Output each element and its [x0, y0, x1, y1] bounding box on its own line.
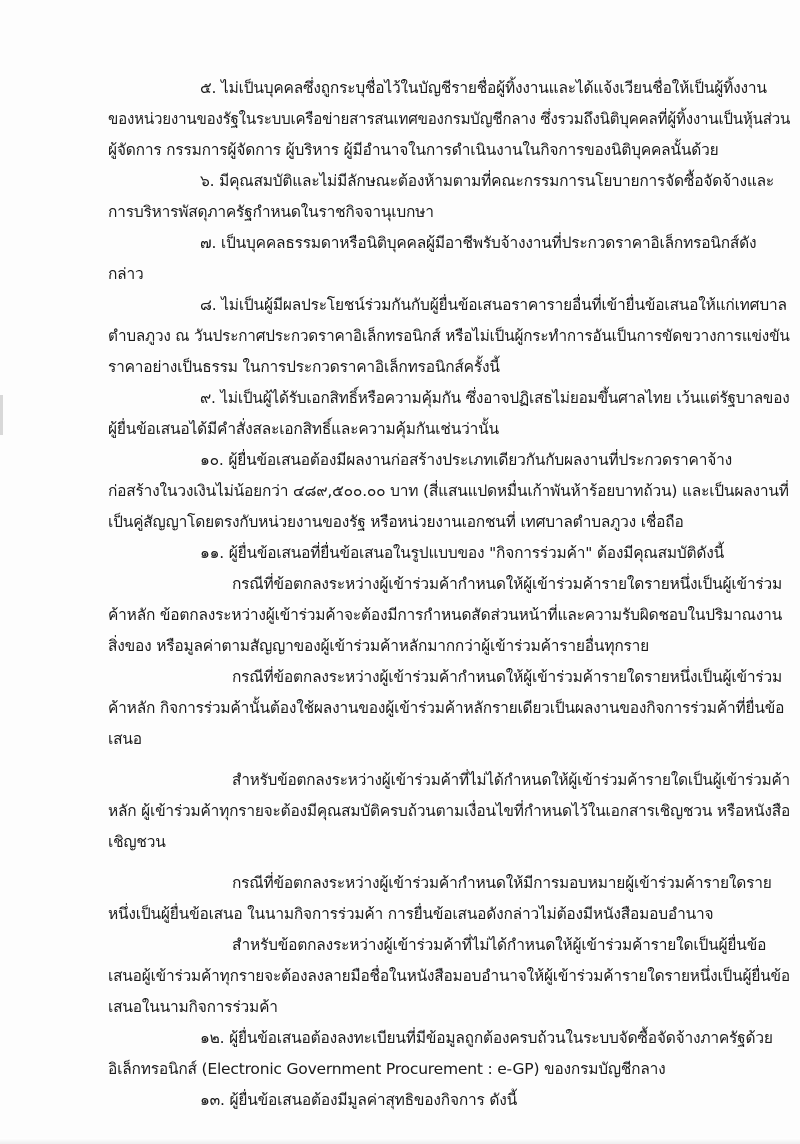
text-line: ค้าหลัก ข้อตกลงระหว่างผู้เข้าร่วมค้าจะต้องมีการกำหนดสัดส่วนหน้าที่และความรับผิดชอบในปริมาณงาน: [108, 606, 783, 624]
text-line: ๑๐. ผู้ยื่นข้อเสนอต้องมีผลงานก่อสร้างประเภทเดียวกันกับผลงานที่ประกวดราคาจ้าง: [200, 451, 732, 469]
text-line: เสนอผู้เข้าร่วมค้าทุกรายจะต้องลงลายมือชื่อในหนังสือมอบอำนาจให้ผู้เข้าร่วมค้ารายใดรายหนึ่งเป็นผู้ยื่นข้อ: [108, 967, 790, 985]
text-line: ๘. ไม่เป็นผู้มีผลประโยชน์ร่วมกันกับผู้ยื่นข้อเสนอราคารายอื่นที่เข้ายื่นข้อเสนอให้แก่เทศบาล: [200, 296, 787, 314]
text-line: ๗. เป็นบุคคลธรรมดาหรือนิติบุคคลผู้มีอาชีพรับจ้างงานที่ประกวดราคาอิเล็กทรอนิกส์ดัง: [200, 234, 757, 252]
text-line: หนึ่งเป็นผู้ยื่นข้อเสนอ ในนามกิจการร่วมค้า การยื่นข้อเสนอดังกล่าวไม่ต้องมีหนังสือมอบอำนาจ: [108, 905, 714, 923]
text-line: ผู้ยื่นข้อเสนอได้มีคำสั่งสละเอกสิทธิ์และความคุ้มกันเช่นว่านั้น: [108, 420, 499, 438]
text-line: การบริหารพัสดุภาครัฐกำหนดในราชกิจจานุเบกษา: [108, 203, 434, 221]
scan-edge-mark: [0, 395, 3, 435]
text-line: ๑๓. ผู้ยื่นข้อเสนอต้องมีมูลค่าสุทธิของกิจการ ดังนี้: [200, 1091, 518, 1109]
text-line: กล่าว: [108, 265, 144, 283]
text-line: เป็นคู่สัญญาโดยตรงกับหน่วยงานของรัฐ หรือหน่วยงานเอกชนที่ เทศบาลตำบลภูวง เชื่อถือ: [108, 513, 684, 531]
text-line: ค้าหลัก กิจการร่วมค้านั้นต้องใช้ผลงานของผู้เข้าร่วมค้าหลักรายเดียวเป็นผลงานของกิจการร่วมค้าที่ยื่นข้อ: [108, 699, 785, 717]
text-line: สำหรับข้อตกลงระหว่างผู้เข้าร่วมค้าที่ไม่ได้กำหนดให้ผู้เข้าร่วมค้ารายใดเป็นผู้ยื่นข้อ: [232, 936, 767, 954]
text-line: หลัก ผู้เข้าร่วมค้าทุกรายจะต้องมีคุณสมบัติครบถ้วนตามเงื่อนไขที่กำหนดไว้ในเอกสารเชิญชวน หรือหนังสือ: [108, 802, 791, 820]
text-line: ๑๑. ผู้ยื่นข้อเสนอที่ยื่นข้อเสนอในรูปแบบของ "กิจการร่วมค้า" ต้องมีคุณสมบัติดังนี้: [200, 544, 725, 562]
text-line: กรณีที่ข้อตกลงระหว่างผู้เข้าร่วมค้ากำหนดให้ผู้เข้าร่วมค้ารายใดรายหนึ่งเป็นผู้เข้าร่วม: [232, 575, 783, 593]
text-line: ๕. ไม่เป็นบุคคลซึ่งถูกระบุชื่อไว้ในบัญชีรายชื่อผู้ทิ้งงานและได้แจ้งเวียนชื่อให้เป็นผู้ทิ้งงาน: [200, 79, 767, 97]
text-line: เชิญชวน: [108, 833, 166, 851]
text-line: ราคาอย่างเป็นธรรม ในการประกวดราคาอิเล็กทรอนิกส์ครั้งนี้: [108, 358, 500, 376]
text-line: ก่อสร้างในวงเงินไม่น้อยกว่า ๔๘๙,๕๐๐.๐๐ บาท (สี่แสนแปดหมื่นเก้าพันห้าร้อยบาทถ้วน) และเป็นผลงานที่: [108, 482, 789, 500]
text-line: ๙. ไม่เป็นผู้ได้รับเอกสิทธิ์หรือความคุ้มกัน ซึ่งอาจปฏิเสธไม่ยอมขึ้นศาลไทย เว้นแต่รัฐบาลของ: [200, 389, 790, 407]
text-line: เสนอ: [108, 730, 142, 748]
page-bottom-edge: [0, 1138, 800, 1144]
text-line: สิ่งของ หรือมูลค่าตามสัญญาของผู้เข้าร่วมค้าหลักมากกว่าผู้เข้าร่วมค้ารายอื่นทุกราย: [108, 637, 650, 655]
text-line: เสนอในนามกิจการร่วมค้า: [108, 998, 278, 1016]
text-line: ๖. มีคุณสมบัติและไม่มีลักษณะต้องห้ามตามที่คณะกรรมการนโยบายการจัดซื้อจัดจ้างและ: [200, 172, 775, 190]
text-line: ของหน่วยงานของรัฐในระบบเครือข่ายสารสนเทศของกรมบัญชีกลาง ซึ่งรวมถึงนิติบุคคลที่ผู้ทิ้งงานเป็นหุ้นส่วน: [108, 110, 791, 128]
text-line: ๑๒. ผู้ยื่นข้อเสนอต้องลงทะเบียนที่มีข้อมูลถูกต้องครบถ้วนในระบบจัดซื้อจัดจ้างภาครัฐด้วย: [200, 1029, 773, 1047]
text-line: กรณีที่ข้อตกลงระหว่างผู้เข้าร่วมค้ากำหนดให้ผู้เข้าร่วมค้ารายใดรายหนึ่งเป็นผู้เข้าร่วม: [232, 668, 783, 686]
text-line: ผู้จัดการ กรรมการผู้จัดการ ผู้บริหาร ผู้มีอำนาจในการดำเนินงานในกิจการของนิติบุคคลนั้นด้วย: [108, 141, 719, 159]
text-line: ตำบลภูวง ณ วันประกาศประกวดราคาอิเล็กทรอนิกส์ หรือไม่เป็นผู้กระทำการอันเป็นการขัดขวางการแข่งขัน: [108, 327, 790, 345]
text-line: อิเล็กทรอนิกส์ (Electronic Government Procurement : e-GP) ของกรมบัญชีกลาง: [108, 1060, 666, 1078]
text-line: กรณีที่ข้อตกลงระหว่างผู้เข้าร่วมค้ากำหนดให้มีการมอบหมายผู้เข้าร่วมค้ารายใดราย: [232, 874, 772, 892]
text-line: สำหรับข้อตกลงระหว่างผู้เข้าร่วมค้าที่ไม่ได้กำหนดให้ผู้เข้าร่วมค้ารายใดเป็นผู้เข้าร่วมค้า: [232, 771, 790, 789]
